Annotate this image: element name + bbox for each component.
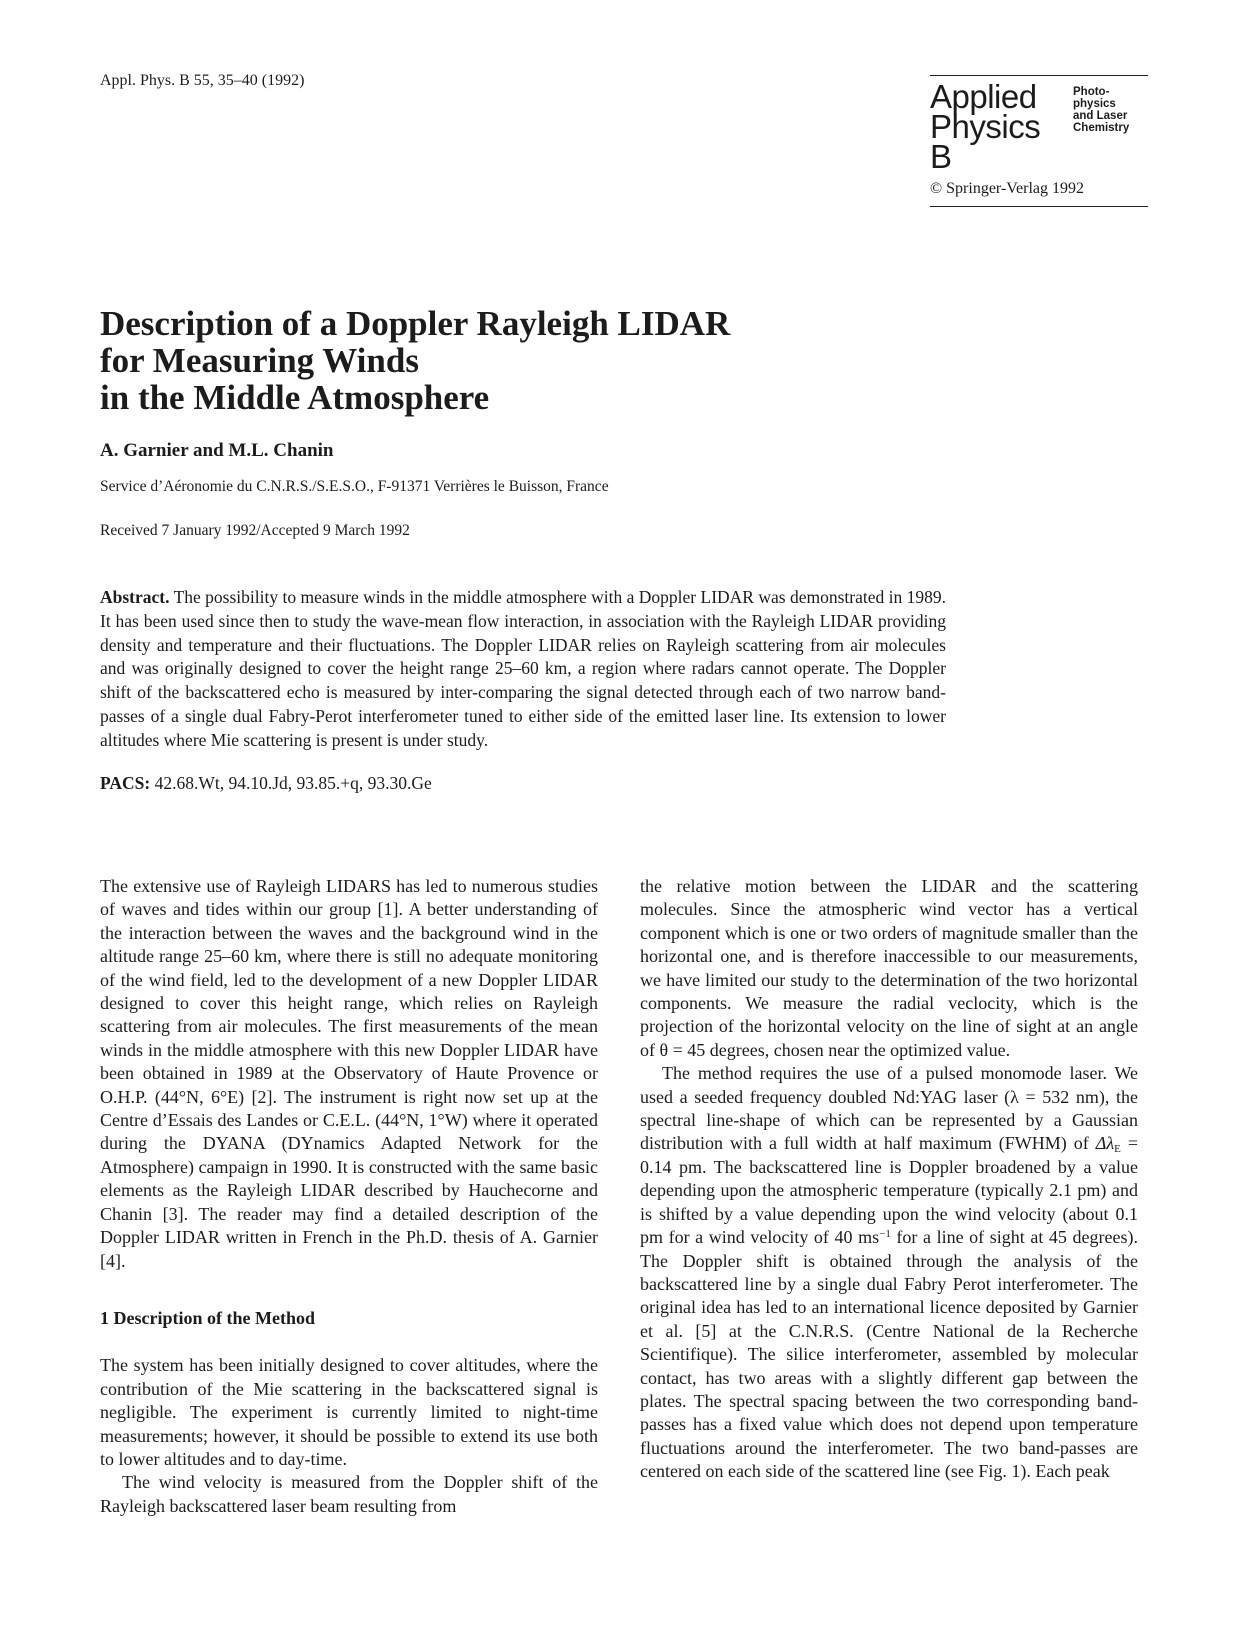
- pacs-label: PACS:: [100, 773, 151, 793]
- body-paragraph: The wind velocity is measured from the Doppler shift of the Rayleigh backscattered laser beam resulting from: [100, 1472, 598, 1516]
- intro-paragraph: The extensive use of Rayleigh LIDARS has led to numerous studies of waves and tides within our group [1]. A better understanding of the interaction between the waves and the background wind in the altitude range 25–60 km, where there is still no adequate monitoring of the wind field, led to the development of a new Doppler LIDAR designed to cover this height range, which relies on Rayleigh scattering from air molecules. The first measurements of the mean winds in the middle atmosphere with this new Doppler LIDAR have been obtained in 1989 at the Observatory of Haute Provence or O.H.P. (44°N, 6°E) [2]. The instrument is right now set up at the Centre d’Essais des Landes or C.E.L. (44°N, 1°W) where it operated during the DYANA (DYnamics Adapted Network for the Atmosphere) campaign in 1990. It is constructed with the same basic elements as the Rayleigh LIDAR described by Hauchecorne and Chanin [3]. The reader may find a detailed description of the Doppler LIDAR written in French in the Ph.D. thesis of A. Garnier [4].: [100, 876, 598, 1271]
- journal-name-line2: Physics B: [930, 108, 1041, 175]
- masthead-bottom-rule: [930, 206, 1148, 207]
- journal-subtitle-line: Photo-: [1073, 86, 1110, 98]
- journal-subtitle-line: and Laser: [1073, 110, 1128, 122]
- title-line: in the Middle Atmosphere: [100, 378, 490, 417]
- abstract-text: The possibility to measure winds in the middle atmosphere with a Doppler LIDAR was demonstrated in 1989. It has been used since then to study the wave-mean flow interaction, in association with the Rayleigh LIDAR providing density and temperature and their fluctuations. The Doppler LIDAR relies on Rayleigh scattering from air molecules and was originally designed to cover the height range 25–60 km, a region where radars cannot operate. The Doppler shift of the backscattered echo is measured by inter-comparing the signal detected through each of two narrow band-passes of a single dual Fabry-Perot interferometer tuned to either side of the emitted laser line. Its extension to lower altitudes where Mie scattering is present is under study.: [100, 587, 946, 750]
- body-paragraph: the relative motion between the LIDAR and the scattering molecules. Since the atmospheric wind vector has a vertical component which is one or two orders of magnitude smaller than the horizontal one, and is therefore inaccessible to our measurements, we have limited our study to the determination of the two horizontal components. We measure the radial veclocity, which is the projection of the horizontal velocity on the line of sight at an angle of θ = 45 degrees, chosen near the optimized value.: [640, 876, 1138, 1060]
- right-column: [640, 875, 1138, 1484]
- abstract-label: Abstract.: [100, 587, 170, 607]
- journal-logo: [930, 78, 1148, 175]
- journal-masthead: [930, 75, 1148, 207]
- copyright-notice: © Springer-Verlag 1992: [930, 180, 1085, 197]
- masthead-top-rule: [930, 75, 1148, 76]
- title-line: Description of a Doppler Rayleigh LIDAR: [100, 304, 731, 343]
- math-symbol: Δλ: [1095, 1133, 1115, 1154]
- text-run: = 0.14 pm. The backscattered line is Doppler broadened by a value depending upon the atmospheric temperature (typically 2.1 pm) and is shifted by a value depending upon the wind velocity (about 0.1 pm for a wind velocity of 40 ms: [640, 1133, 1138, 1248]
- affiliation: Service d’Aéronomie du C.N.R.S./S.E.S.O., F-91371 Verrières le Buisson, France: [100, 478, 609, 495]
- math-subscript: E: [1114, 1143, 1121, 1156]
- pacs-codes: [100, 773, 432, 794]
- pacs-text: 42.68.Wt, 94.10.Jd, 93.85.+q, 93.30.Ge: [150, 773, 432, 793]
- article-title: [100, 305, 730, 416]
- journal-subtitle-line: physics: [1073, 98, 1116, 110]
- journal-name-line1: Applied: [930, 78, 1037, 115]
- math-superscript: −1: [879, 1228, 891, 1241]
- text-run: The method requires the use of a pulsed monomode laser. We used a seeded frequency doubled Nd:YAG laser (λ = 532 nm), the spectral line-shape of which can be represented by a Gaussian distribution with a full width at half maximum (FWHM) of: [640, 1063, 1138, 1154]
- body-paragraph: [640, 1062, 1138, 1483]
- left-column: [100, 875, 598, 1518]
- authors: A. Garnier and M.L. Chanin: [100, 440, 334, 461]
- section-heading: 1 Description of the Method: [100, 1307, 315, 1328]
- received-dates: Received 7 January 1992/Accepted 9 March 1992: [100, 522, 410, 539]
- text-run: for a line of sight at 45 degrees). The Doppler shift is obtained through the analysis of the backscattered line by a single dual Fabry Perot interferometer. The original idea has led to an international licence deposited by Garnier et al. [5] at the C.N.R.S. (Centre National de la Recherche Scientifique). The silice interferometer, assembled by molecular contact, has two areas with a slightly different gap between the plates. The spectral spacing between the two corresponding band-passes has a fixed value which does not depend upon temperature fluctuations around the interferometer. The two band-passes are centered on each side of the scattered line (see Fig. 1). Each peak: [640, 1227, 1138, 1482]
- body-paragraph: The system has been initially designed to cover altitudes, where the contribution of the Mie scattering in the backscattered signal is negligible. The experiment is currently limited to night-time measurements; however, it should be possible to extend its use both to lower altitudes and to day-time.: [100, 1355, 598, 1469]
- journal-name: [930, 78, 1065, 175]
- title-line: for Measuring Winds: [100, 341, 419, 380]
- journal-subtitle: [1073, 86, 1129, 134]
- abstract: [100, 586, 946, 753]
- journal-subtitle-line: Chemistry: [1073, 122, 1130, 134]
- journal-citation: Appl. Phys. B 55, 35–40 (1992): [100, 72, 305, 89]
